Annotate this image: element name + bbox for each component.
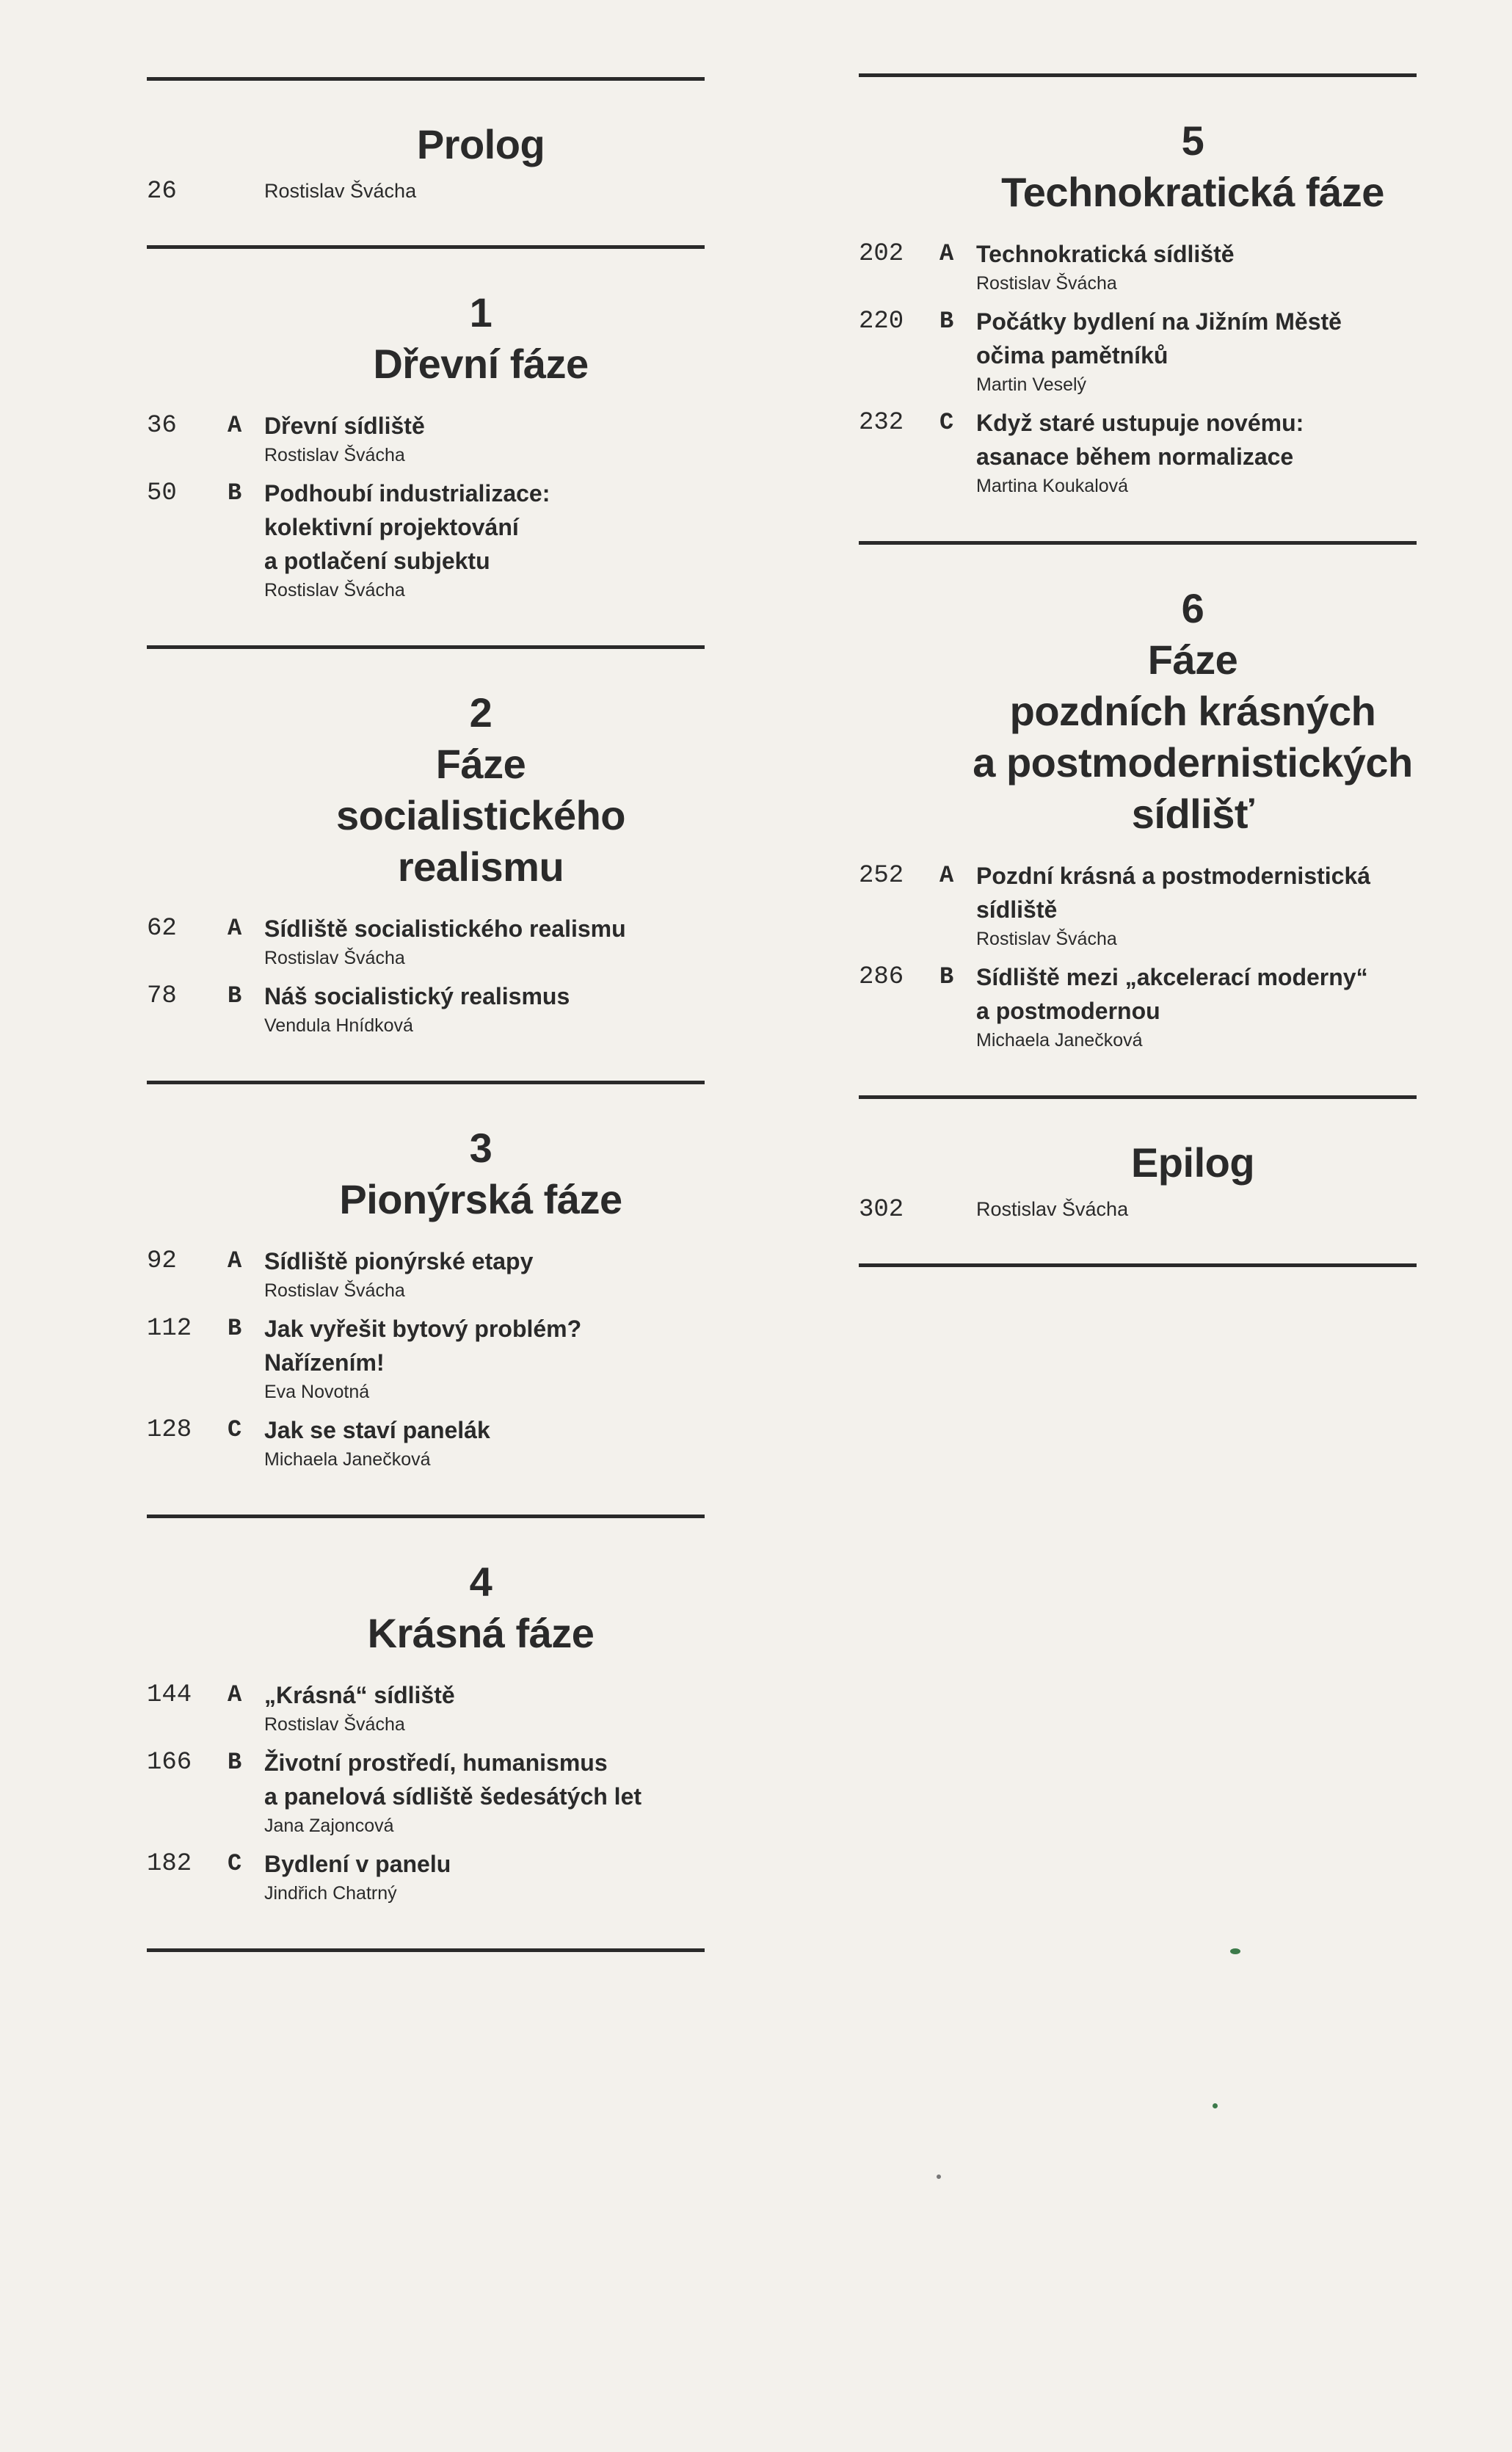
page-number: 220 (859, 308, 904, 335)
section-title-line: Fáze (1147, 636, 1238, 683)
page-number: 166 (147, 1749, 192, 1777)
entry-author: Martina Koukalová (976, 476, 1129, 496)
toc-entry (147, 1312, 705, 1404)
section-5 (859, 73, 1417, 541)
section-2 (147, 645, 705, 1081)
entry-letter: C (228, 1850, 242, 1877)
entry-title-line: Sídliště pionýrské etapy (264, 1248, 534, 1274)
entry-list (147, 1244, 705, 1515)
section-number: 3 (469, 1125, 493, 1171)
speck-mark (937, 2174, 941, 2179)
entry-letter: B (228, 982, 242, 1009)
section-number: 5 (1181, 117, 1204, 164)
entry-title-line: očima pamětníků (976, 342, 1168, 369)
toc-entry (859, 859, 1417, 951)
toc-entry (147, 409, 705, 468)
speck-mark (1230, 1948, 1240, 1954)
entry-letter: A (939, 240, 954, 267)
section-heading (257, 1518, 705, 1678)
section-title-line: Krásná fáze (367, 1610, 595, 1656)
entry-title-line: Sídliště mezi „akcelerací moderny“ (976, 964, 1368, 990)
toc-entry (147, 979, 705, 1038)
entry-title-line: Technokratická sídliště (976, 241, 1235, 267)
toc-entry (859, 305, 1417, 397)
entry-title-line: sídliště (976, 896, 1058, 923)
entry-author: Jindřich Chatrný (264, 1883, 397, 1904)
toc-entry (859, 406, 1417, 498)
page-number: 144 (147, 1681, 192, 1709)
section-title-line: Fáze (435, 741, 526, 787)
section-title-line: pozdních krásných (1009, 688, 1376, 734)
divider (147, 1948, 705, 1952)
entry-author: Rostislav Švácha (264, 445, 405, 465)
entry-author: Eva Novotná (264, 1382, 370, 1402)
entry-title-line: a potlačení subjektu (264, 548, 490, 574)
section-number: 1 (469, 289, 493, 335)
entry-letter: A (228, 1247, 242, 1274)
entry-author: Rostislav Švácha (264, 580, 405, 601)
section-heading (969, 545, 1417, 859)
entry-title-line: a postmodernou (976, 998, 1160, 1024)
toc-entry (859, 960, 1417, 1053)
entry-letter: A (939, 862, 954, 889)
page-number: 128 (147, 1416, 192, 1444)
section-6 (859, 541, 1417, 1095)
toc-entry (147, 1746, 705, 1838)
entry-letter: B (228, 479, 242, 507)
entry-letter: B (228, 1749, 242, 1776)
toc-entry (147, 1244, 705, 1303)
entry-list (859, 237, 1417, 541)
entry-title-line: Jak vyřešit bytový problém? Nařízením! (264, 1316, 582, 1376)
right-column (859, 73, 1417, 1267)
entry-author: Rostislav Švácha (264, 1280, 405, 1301)
page-number: 232 (859, 409, 904, 437)
entry-letter: C (228, 1416, 242, 1443)
section-3 (147, 1081, 705, 1515)
entry-letter: C (939, 409, 954, 436)
section-1 (147, 245, 705, 645)
epilog-block (859, 1095, 1417, 1267)
section-title-prolog: Prolog (416, 121, 545, 167)
page-number: 302 (859, 1196, 904, 1224)
entry-title-line: Jak se staví panelák (264, 1417, 490, 1443)
prolog-block (147, 77, 705, 245)
toc-entry (147, 476, 705, 603)
section-number: 2 (469, 689, 493, 736)
section-number: 4 (469, 1559, 493, 1605)
speck-mark (1213, 2103, 1218, 2108)
entry-author: Rostislav Švácha (976, 1198, 1129, 1220)
entry-letter: B (228, 1315, 242, 1342)
page-number: 78 (147, 982, 177, 1010)
page-number: 202 (859, 240, 904, 268)
entry-author: Michaela Janečková (264, 1449, 431, 1470)
entry-list (147, 1678, 705, 1948)
entry-title-line: kolektivní projektování (264, 514, 519, 540)
entry-author: Rostislav Švácha (264, 948, 405, 968)
section-title-line: Pionýrská fáze (339, 1176, 622, 1222)
section-4 (147, 1515, 705, 1948)
entry-author: Martin Veselý (976, 374, 1087, 395)
entry-author: Rostislav Švácha (976, 273, 1117, 294)
entry-title-line: Podhoubí industrializace: (264, 480, 550, 507)
page-number: 50 (147, 479, 177, 507)
section-title-line: realismu (397, 844, 564, 890)
entry-title-line: Počátky bydlení na Jižním Městě (976, 308, 1342, 335)
page-number: 252 (859, 862, 904, 890)
entry-title-line: Když staré ustupuje novému: (976, 410, 1304, 436)
entry-author: Rostislav Švácha (264, 1714, 405, 1735)
entry-list (147, 409, 705, 645)
section-number: 6 (1181, 585, 1204, 631)
entry-letter: A (228, 1681, 242, 1708)
entry-title-line: asanace během normalizace (976, 443, 1294, 470)
entry-title-line: Životní prostředí, humanismus (264, 1749, 608, 1776)
entry-letter: B (939, 308, 954, 335)
entry-title-line: Sídliště socialistického realismu (264, 915, 626, 942)
section-title-line: sídlišť (1131, 791, 1254, 837)
entry-title-line: a panelová sídliště šedesátých let (264, 1783, 642, 1810)
entry-list (147, 912, 705, 1081)
left-column (147, 77, 705, 1952)
entry-title-line: Bydlení v panelu (264, 1851, 451, 1877)
entry-author: Michaela Janečková (976, 1030, 1143, 1051)
section-heading (969, 77, 1417, 237)
entry-letter: A (228, 412, 242, 439)
section-title-line: Dřevní fáze (373, 341, 589, 387)
section-heading (257, 249, 705, 409)
section-title-epilog: Epilog (1130, 1139, 1255, 1186)
toc-entry (147, 912, 705, 971)
entry-title-line: Dřevní sídliště (264, 413, 425, 439)
toc-entry (859, 237, 1417, 296)
entry-author: Rostislav Švácha (264, 180, 417, 202)
section-title-line: Technokratická fáze (1001, 169, 1384, 215)
section-title-line: socialistického (335, 792, 625, 838)
entry-title-line: Pozdní krásná a postmodernistická (976, 863, 1371, 889)
entry-list (859, 859, 1417, 1095)
entry-letter: A (228, 915, 242, 942)
toc-entry (147, 1413, 705, 1472)
toc-entry (147, 1847, 705, 1906)
entry-author: Vendula Hnídková (264, 1015, 413, 1036)
entry-title-line: Náš socialistický realismus (264, 983, 570, 1009)
entry-author: Jana Zajoncová (264, 1816, 394, 1836)
page-number: 26 (147, 178, 177, 206)
section-heading (257, 1084, 705, 1244)
section-heading (257, 649, 705, 912)
page-number: 36 (147, 412, 177, 440)
entry-author: Rostislav Švácha (976, 929, 1117, 949)
toc-entry (147, 1678, 705, 1737)
section-title-line: a postmodernistických (973, 739, 1413, 786)
page-number: 112 (147, 1315, 192, 1343)
entry-title-line: „Krásná“ sídliště (264, 1682, 455, 1708)
divider (859, 1263, 1417, 1267)
page-number: 92 (147, 1247, 177, 1275)
page-number: 62 (147, 915, 177, 943)
page-number: 286 (859, 963, 904, 991)
entry-letter: B (939, 963, 954, 990)
page-number: 182 (147, 1850, 192, 1878)
